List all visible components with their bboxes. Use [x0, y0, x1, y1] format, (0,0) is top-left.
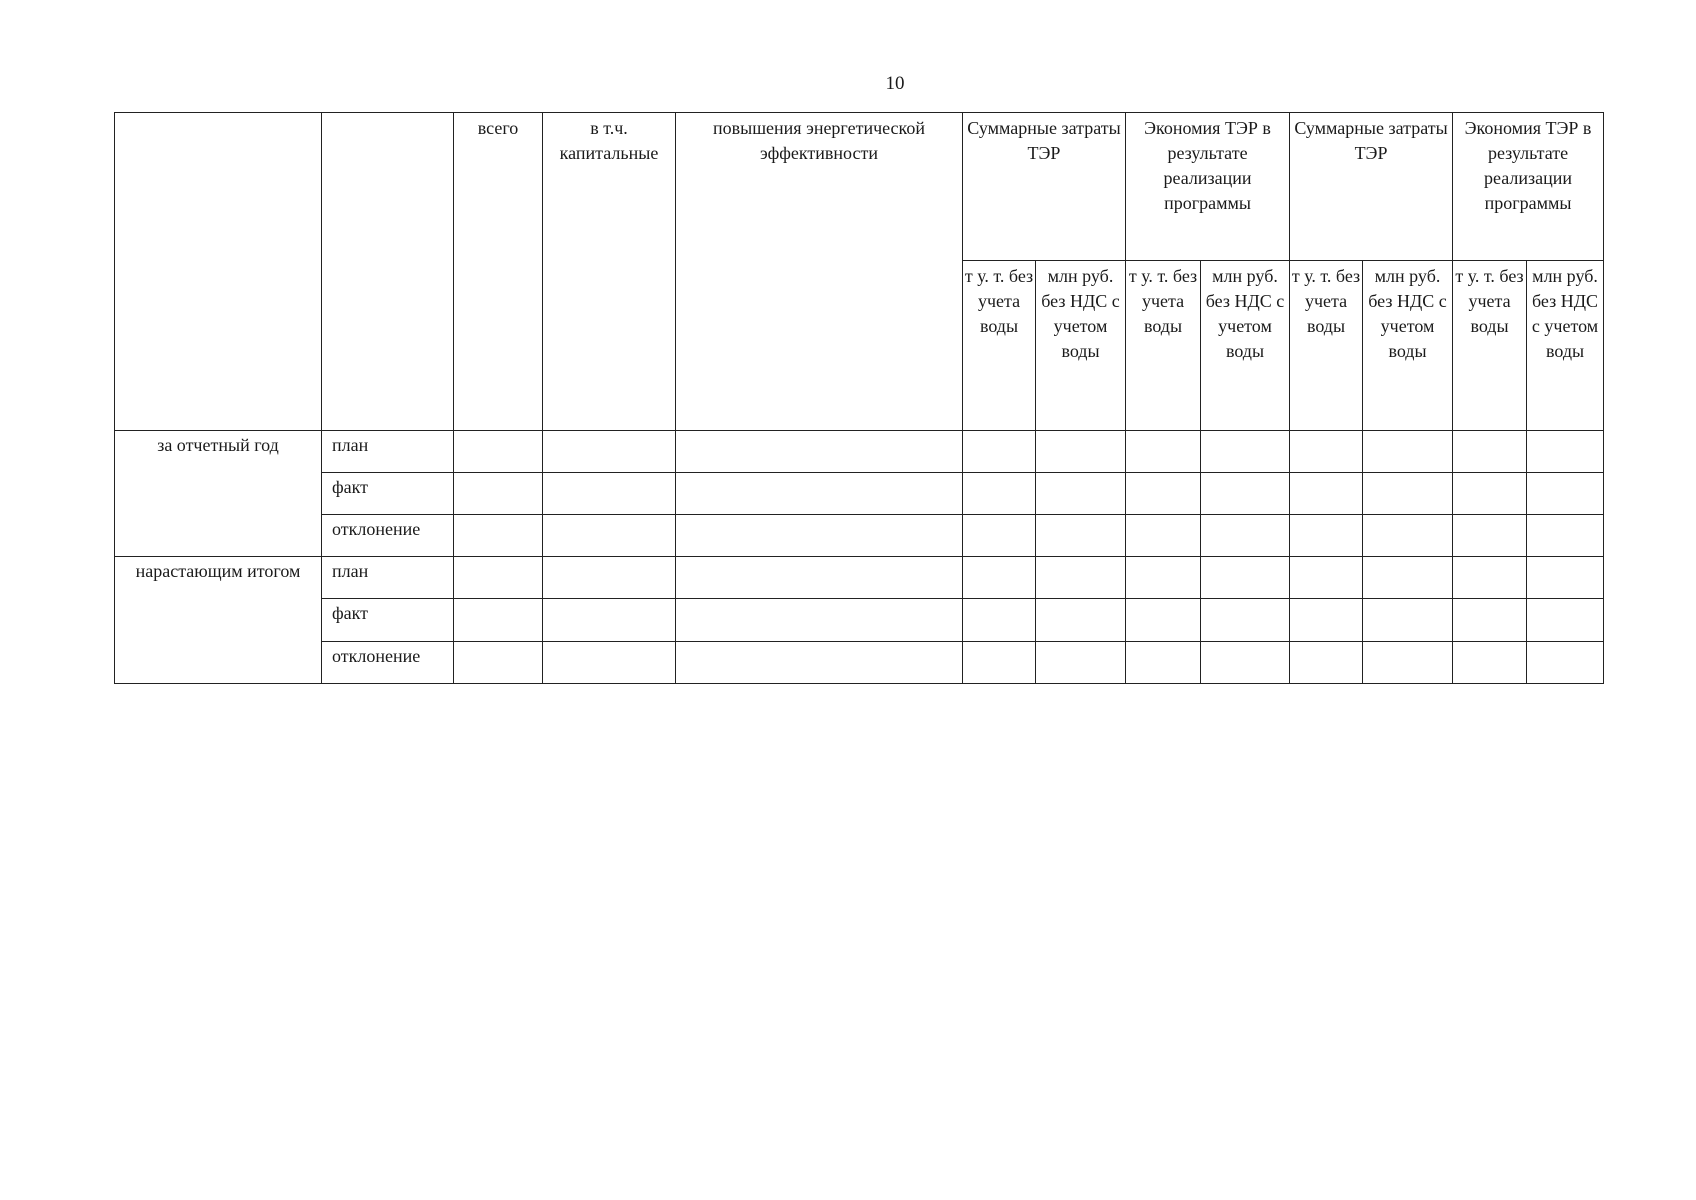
data-cell: [1453, 557, 1527, 599]
data-cell: [1290, 599, 1363, 642]
data-cell: [1453, 642, 1527, 684]
data-cell: [1126, 599, 1201, 642]
data-cell: [1201, 473, 1290, 515]
data-cell: [1290, 431, 1363, 473]
data-cell: [1290, 473, 1363, 515]
data-cell: [1126, 515, 1201, 557]
data-cell: [1453, 431, 1527, 473]
data-cell: [1036, 515, 1126, 557]
data-cell: [676, 557, 963, 599]
subheader-mln-rub: млн руб. без НДС с учетом воды: [1363, 261, 1453, 431]
report-table: [114, 112, 1604, 684]
data-cell: [543, 431, 676, 473]
data-cell: [1363, 431, 1453, 473]
row-label: факт: [322, 599, 454, 642]
data-cell: [454, 515, 543, 557]
data-cell: [1453, 515, 1527, 557]
data-cell: [963, 599, 1036, 642]
data-cell: [963, 431, 1036, 473]
data-cell: [1527, 515, 1604, 557]
table-row: [115, 642, 1604, 684]
data-cell: [454, 431, 543, 473]
subheader-tut: т у. т. без учета воды: [963, 261, 1036, 431]
data-cell: [963, 515, 1036, 557]
data-cell: [1527, 431, 1604, 473]
header-row: [115, 113, 1604, 261]
subheader-tut: т у. т. без учета воды: [1126, 261, 1201, 431]
header-group-total-costs: Суммарные затраты ТЭР: [1290, 113, 1453, 261]
table-row: [115, 557, 1604, 599]
data-cell: [676, 515, 963, 557]
data-cell: [543, 473, 676, 515]
data-cell: [1363, 515, 1453, 557]
row-label: отклонение: [322, 642, 454, 684]
header-vsego: всего: [454, 113, 543, 431]
header-group-total-costs: Суммарные затраты ТЭР: [963, 113, 1126, 261]
data-cell: [543, 642, 676, 684]
data-cell: [1036, 599, 1126, 642]
row-label: план: [322, 431, 454, 473]
subheader-mln-rub: млн руб. без НДС с учетом воды: [1201, 261, 1290, 431]
data-cell: [543, 557, 676, 599]
data-cell: [1527, 473, 1604, 515]
data-cell: [543, 515, 676, 557]
data-cell: [454, 557, 543, 599]
header-group-savings: Экономия ТЭР в результате реализации программы: [1453, 113, 1604, 261]
data-cell: [1363, 599, 1453, 642]
subheader-mln-rub: млн руб. без НДС с учетом воды: [1527, 261, 1604, 431]
data-cell: [676, 642, 963, 684]
data-cell: [454, 599, 543, 642]
data-cell: [676, 599, 963, 642]
data-cell: [1363, 473, 1453, 515]
data-cell: [963, 473, 1036, 515]
row-label: план: [322, 557, 454, 599]
data-cell: [1453, 599, 1527, 642]
subheader-mln-rub: млн руб. без НДС с учетом воды: [1036, 261, 1126, 431]
table-row: [115, 515, 1604, 557]
data-cell: [1126, 473, 1201, 515]
data-cell: [676, 431, 963, 473]
data-cell: [1290, 515, 1363, 557]
data-cell: [454, 473, 543, 515]
table-row: [115, 431, 1604, 473]
page-number: 10: [885, 73, 905, 94]
data-cell: [1290, 557, 1363, 599]
data-cell: [1201, 431, 1290, 473]
data-cell: [1126, 431, 1201, 473]
subheader-tut: т у. т. без учета воды: [1453, 261, 1527, 431]
data-cell: [1527, 599, 1604, 642]
row-label: отклонение: [322, 515, 454, 557]
row-label: факт: [322, 473, 454, 515]
header-empty-cell: [115, 113, 322, 431]
data-cell: [1363, 642, 1453, 684]
section-label: за отчетный год: [115, 431, 322, 557]
data-cell: [1527, 557, 1604, 599]
data-cell: [1036, 431, 1126, 473]
data-cell: [1126, 642, 1201, 684]
data-cell: [1201, 642, 1290, 684]
section-label: нарастающим итогом: [115, 557, 322, 684]
data-cell: [1290, 642, 1363, 684]
data-cell: [1527, 642, 1604, 684]
data-cell: [543, 599, 676, 642]
data-cell: [676, 473, 963, 515]
data-cell: [1036, 642, 1126, 684]
subheader-tut: т у. т. без учета воды: [1290, 261, 1363, 431]
data-cell: [1201, 515, 1290, 557]
data-cell: [1126, 557, 1201, 599]
header-efficiency: повышения энергетической эффективности: [676, 113, 963, 431]
table-row: [115, 473, 1604, 515]
data-cell: [1036, 557, 1126, 599]
data-cell: [454, 642, 543, 684]
table-row: [115, 599, 1604, 642]
data-cell: [1201, 599, 1290, 642]
header-empty-cell: [322, 113, 454, 431]
data-cell: [1453, 473, 1527, 515]
header-vtch-capital: в т.ч. капитальные: [543, 113, 676, 431]
data-cell: [1363, 557, 1453, 599]
header-group-savings: Экономия ТЭР в результате реализации программы: [1126, 113, 1290, 261]
data-cell: [1036, 473, 1126, 515]
data-cell: [963, 557, 1036, 599]
data-cell: [963, 642, 1036, 684]
data-cell: [1201, 557, 1290, 599]
